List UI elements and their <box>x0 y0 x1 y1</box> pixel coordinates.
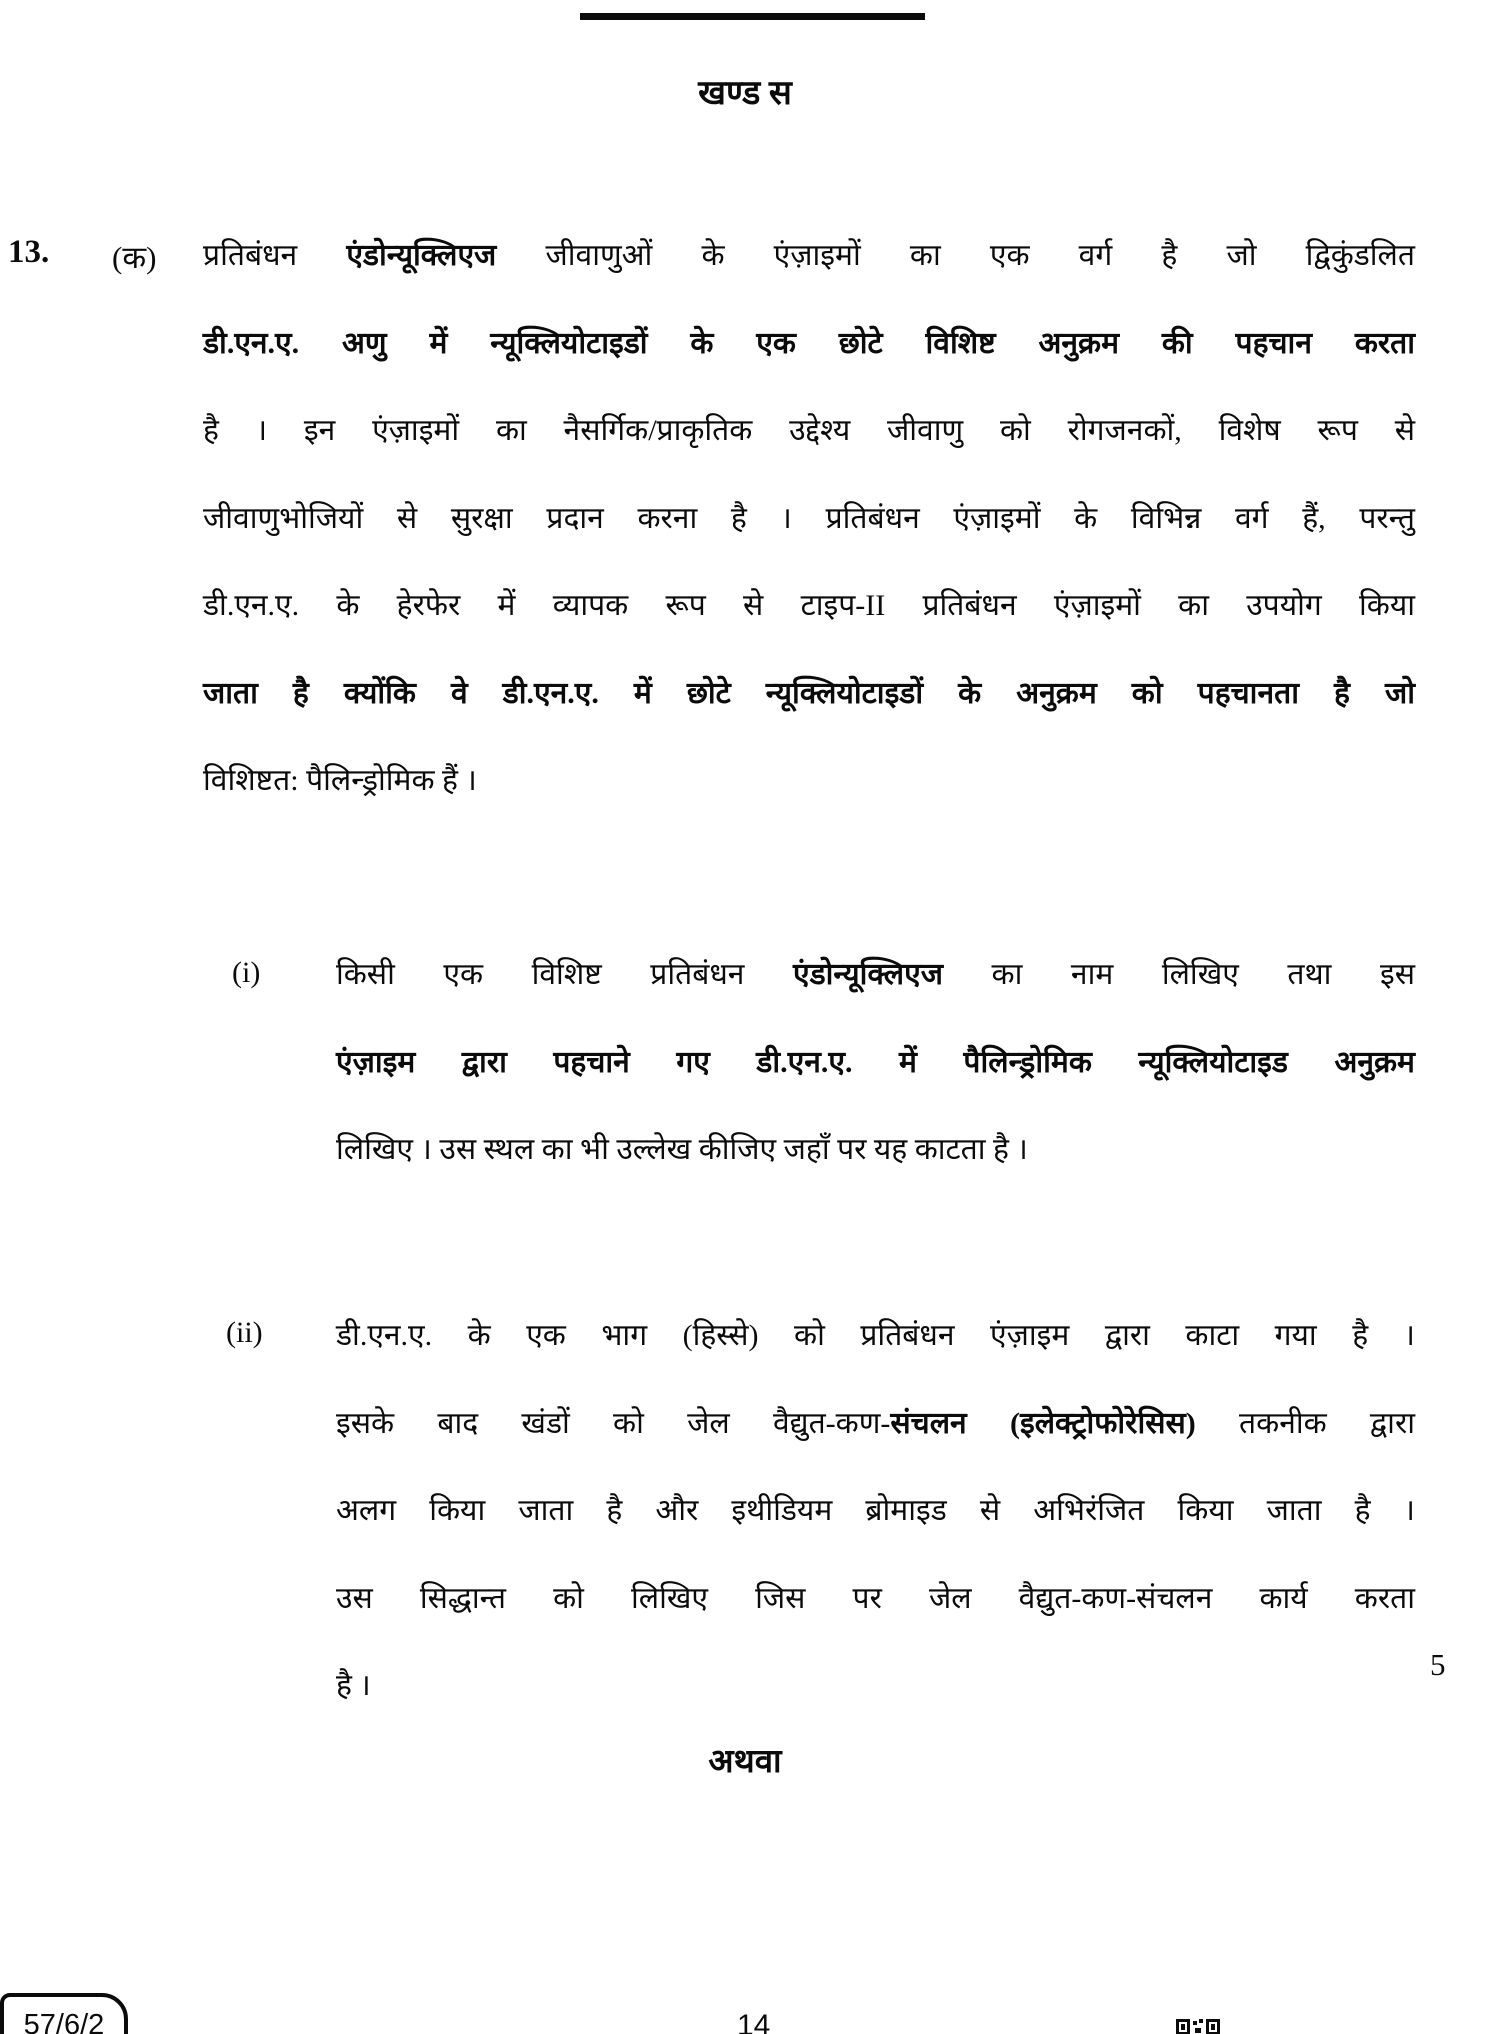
text-segment: जीवाणुभोजियों से सुरक्षा प्रदान करना है । प्रतिबंधन एंज़ाइमों के विभिन्न वर्ग हैं, परन्तु <box>203 501 1415 535</box>
bold-text-segment: एंडोन्यूक्लिएज <box>793 958 943 991</box>
text-segment: तकनीक द्वारा <box>1195 1406 1415 1440</box>
marks-value: 5 <box>1430 1647 1446 1682</box>
text-line <box>336 1019 1415 1107</box>
paper-code-box <box>0 1993 128 2034</box>
sub-question-ii-label: (ii) <box>226 1316 263 1349</box>
text-segment: है । <box>336 1669 371 1702</box>
bold-text-segment: संचलन (इलेक्ट्रोफोरेसिस) <box>890 1406 1196 1440</box>
question-part-label: (क) <box>112 240 157 275</box>
text-line <box>336 1106 1415 1194</box>
paper-code: 57/6/2 <box>23 2009 105 2034</box>
text-segment: लिखिए । उस स्थल का भी उल्लेख कीजिए जहाँ पर यह काटता है । <box>336 1133 1028 1166</box>
text-line <box>336 1642 1415 1730</box>
page-number: 14 <box>737 2009 771 2034</box>
text-line <box>203 562 1415 650</box>
text-line <box>203 300 1415 388</box>
text-segment: अलग किया जाता है और इथीडियम ब्रोमाइड से अभिरंजित किया जाता है । <box>336 1494 1415 1527</box>
bold-text-segment: डी.एन.ए. अणु में न्यूक्लियोटाइडों के एक छोटे विशिष्ट अनुक्रम की पहचान करता <box>203 326 1415 360</box>
text-segment: है । इन एंज़ाइमों का नैसर्गिक/प्राकृतिक उद्देश्य जीवाणु को रोगजनकों, विशेष रूप से <box>203 414 1415 447</box>
text-line <box>336 1467 1415 1555</box>
sub-question-i-label: (i) <box>232 956 261 989</box>
text-segment: किसी एक विशिष्ट प्रतिबंधन <box>336 958 794 991</box>
text-segment: विशिष्टत: पैलिन्ड्रोमिक हैं । <box>203 764 477 797</box>
text-segment: का नाम लिखिए तथा इस <box>943 958 1415 991</box>
sub-question-i-text <box>336 931 1415 1194</box>
text-line <box>203 387 1415 475</box>
question-number: 13. <box>8 234 50 270</box>
text-segment: डी.एन.ए. के हेरफेर में व्यापक रूप से टाइप-II प्रतिबंधन एंज़ाइमों का उपयोग किया <box>203 589 1415 622</box>
text-segment: उस सिद्धान्त को लिखिए जिस पर जेल वैद्युत-कण-संचलन कार्य करता <box>336 1581 1415 1615</box>
bold-text-segment: एंडोन्यूक्लिएज <box>346 239 497 272</box>
text-line <box>336 931 1415 1019</box>
text-segment: इसके बाद खंडों को जेल वैद्युत-कण- <box>336 1406 891 1440</box>
text-segment: प्रतिबंधन <box>203 239 347 272</box>
text-line <box>336 1555 1415 1643</box>
text-line <box>203 212 1415 300</box>
bold-text-segment: जाता है क्योंकि वे डी.एन.ए. में छोटे न्यूक्लियोटाइडों के अनुक्रम को पहचानता है जो <box>203 676 1415 710</box>
section-heading: खण्ड स <box>698 75 792 112</box>
text-line <box>336 1380 1415 1468</box>
text-line <box>203 737 1415 825</box>
top-horizontal-rule <box>580 13 925 20</box>
qr-code-icon <box>1176 2019 1224 2034</box>
text-line <box>203 475 1415 563</box>
text-segment: डी.एन.ए. के एक भाग (हिस्से) को प्रतिबंधन एंज़ाइम द्वारा काटा गया है । <box>336 1319 1415 1352</box>
bold-text-segment: एंज़ाइम द्वारा पहचाने गए डी.एन.ए. में पैलिन्ड्रोमिक न्यूक्लियोटाइड अनुक्रम <box>336 1045 1415 1079</box>
sub-question-ii-text <box>336 1292 1415 1730</box>
or-separator-label: अथवा <box>708 1744 782 1780</box>
text-segment: जीवाणुओं के एंज़ाइमों का एक वर्ग है जो द्विकुंडलित <box>496 239 1415 272</box>
text-line <box>203 650 1415 738</box>
text-line <box>336 1292 1415 1380</box>
question-13-paragraph <box>203 212 1415 825</box>
